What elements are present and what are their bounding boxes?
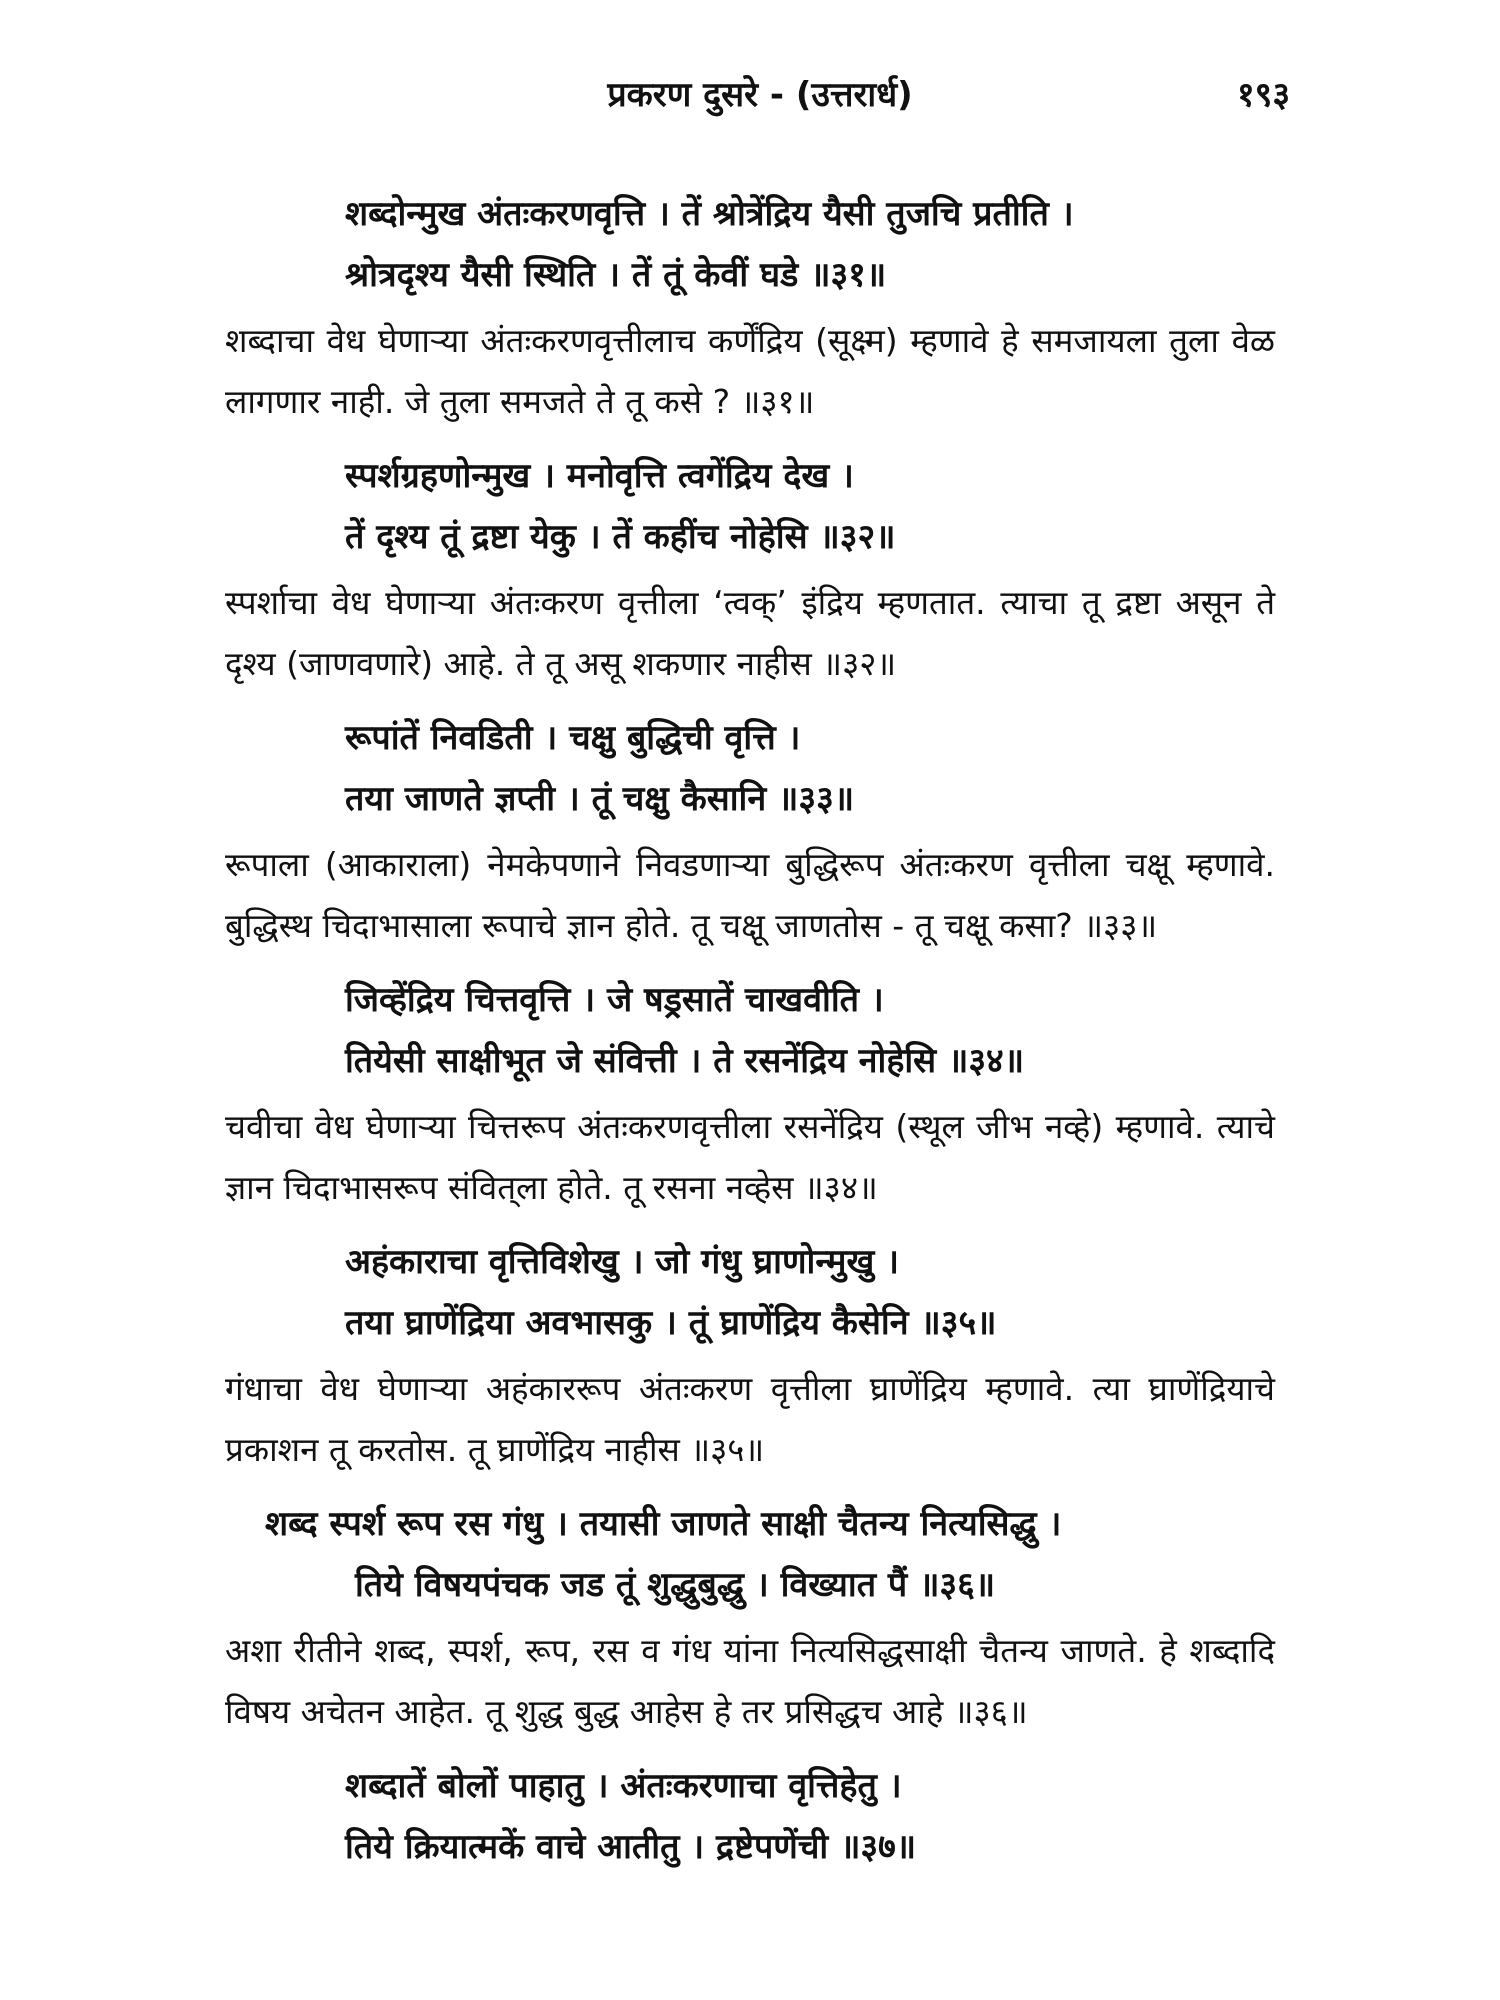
page-body — [225, 170, 1275, 1878]
verse — [225, 1756, 1275, 1878]
verse-block-34 — [225, 970, 1275, 1218]
verse-line: तया घ्राणेंद्रिया अवभासकु । तूं घ्राणेंद्रिय कैसेनि ॥३५॥ — [345, 1303, 997, 1343]
verse-block-37 — [225, 1756, 1275, 1878]
verse-line: तें दृश्य तूं द्रष्टा येकु । तें कहींच नोहेसि ॥३२॥ — [345, 517, 896, 557]
verse — [225, 184, 1275, 306]
translation-paragraph: स्पर्शाचा वेध घेणाऱ्या अंतःकरण वृत्तीला ‘त्वक्’ इंद्रिय म्हणतात. त्याचा तू द्रष्टा असून ते दृश्य (जाणवणारे) आहे. ते तू असू शकणार नाहीस ॥३२॥ — [225, 583, 1275, 683]
translation-paragraph: शब्दाचा वेध घेणाऱ्या अंतःकरणवृत्तीलाच कर्णेंद्रिय (सूक्ष्म) म्हणावे हे समजायला तुला वेळ लागणार नाही. जे तुला समजते ते तू कसे ? ॥३१॥ — [225, 321, 1275, 421]
translation-paragraph: अशा रीतीने शब्द, स्पर्श, रूप, रस व गंध यांना नित्यसिद्धसाक्षी चैतन्य जाणते. हे शब्दादि विषय अचेतन आहेत. तू शुद्ध बुद्ध आहेस हे तर प्रसिद्धच आहे ॥३६॥ — [225, 1631, 1275, 1731]
translation-paragraph: गंधाचा वेध घेणाऱ्या अहंकाररूप अंतःकरण वृत्तीला घ्राणेंद्रिय म्हणावे. त्या घ्राणेंद्रियाचे प्रकाशन तू करतोस. तू घ्राणेंद्रिय नाहीस ॥३५॥ — [225, 1369, 1275, 1469]
verse-line: शब्दातें बोलों पाहातु । अंतःकरणाचा वृत्तिहेतु । — [345, 1766, 902, 1806]
verse-line: तया जाणते ज्ञप्ती । तूं चक्षु कैसानि ॥३३॥ — [345, 779, 855, 819]
running-header — [230, 70, 1290, 120]
verse — [225, 446, 1275, 568]
verse-line: जिव्हेंद्रिय चित्तवृत्ति । जे षड्रसातें चाखवीति । — [345, 980, 884, 1020]
translation-paragraph: रूपाला (आकाराला) नेमकेपणाने निवडणाऱ्या बुद्धिरूप अंतःकरण वृत्तीला चक्षू म्हणावे. बुद्धिस्थ चिदाभासाला रूपाचे ज्ञान होते. तू चक्षू जाणतोस - तू चक्षू कसा? ॥३३॥ — [225, 845, 1275, 945]
verse-line: रूपांतें निवडिती । चक्षु बुद्धिची वृत्ति । — [345, 718, 801, 758]
verse-line: तियेसी साक्षीभूत जे संवित्ती । ते रसनेंद्रिय नोहेसि ॥३४॥ — [345, 1041, 1025, 1081]
verse-line: तिये विषयपंचक जड तूं शुद्धुबुद्धु । विख्यात पैं ॥३६॥ — [355, 1565, 996, 1605]
verse-block-32 — [225, 446, 1275, 694]
verse-block-33 — [225, 708, 1275, 956]
verse — [225, 1232, 1275, 1354]
verse-line: शब्दोन्मुख अंतःकरणवृत्ति । तें श्रोत्रेंद्रिय यैसी तुजचि प्रतीति । — [345, 194, 1074, 234]
verse-block-35 — [225, 1232, 1275, 1480]
verse-line: अहंकाराचा वृत्तिविशेखु । जो गंधु घ्राणोन्मुखु । — [345, 1242, 900, 1282]
verse — [225, 1494, 1275, 1616]
translation-paragraph: चवीचा वेध घेणाऱ्या चित्तरूप अंतःकरणवृत्तीला रसनेंद्रिय (स्थूल जीभ नव्हे) म्हणावे. त्याचे ज्ञान चिदाभासरूप संवित्‌ला होते. तू रसना नव्हेस ॥३४॥ — [225, 1107, 1275, 1207]
verse — [225, 970, 1275, 1092]
verse-line: शब्द स्पर्श रूप रस गंधु । तयासी जाणते साक्षी चैतन्य नित्यसिद्धु । — [265, 1504, 1062, 1544]
verse-block-36 — [225, 1494, 1275, 1742]
verse-line: श्रोत्रदृश्य यैसी स्थिति । तें तूं केवीं घडे ॥३१॥ — [345, 255, 887, 295]
verse-block-31 — [225, 184, 1275, 432]
chapter-title: प्रकरण दुसरे - (उत्तरार्ध) — [607, 75, 913, 115]
verse — [225, 708, 1275, 830]
page-number: १९३ — [1236, 75, 1290, 115]
verse-line: तिये क्रियात्मकें वाचे आतीतु । द्रष्टेपणेंची ॥३७॥ — [345, 1827, 917, 1867]
verse-line: स्पर्शग्रहणोन्मुख । मनोवृत्ति त्वगेंद्रिय देख । — [345, 456, 854, 496]
